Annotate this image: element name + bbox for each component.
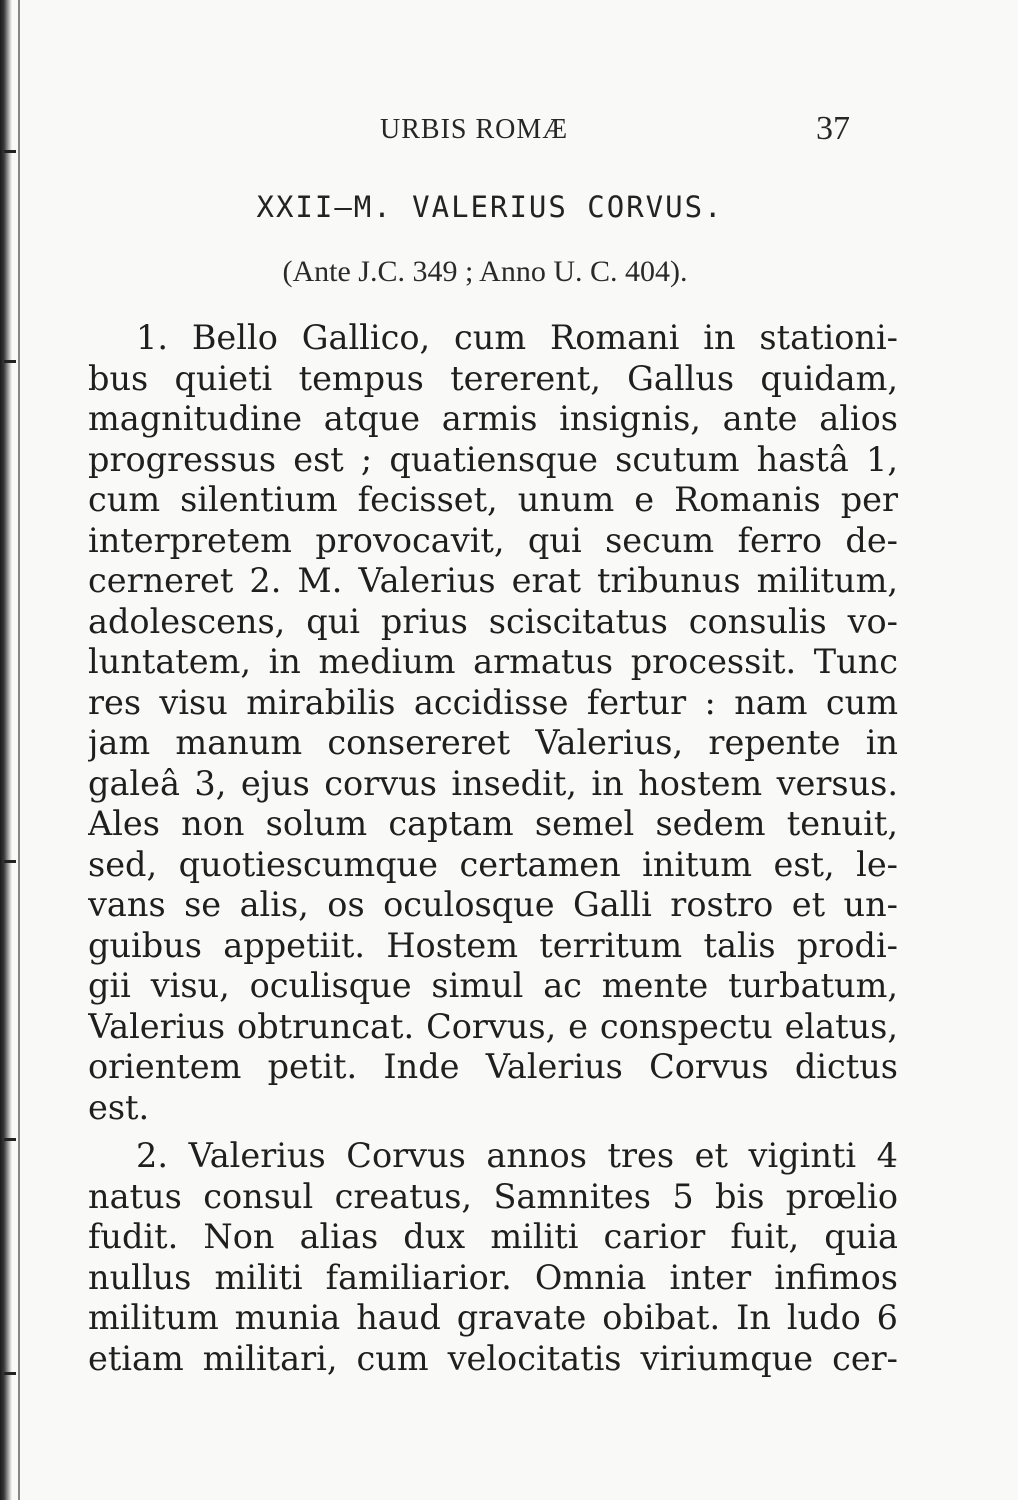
text-line: militum munia haud gravate obibat. In ludo 6	[88, 1298, 898, 1337]
text-line: magnitudine atque armis insignis, ante alios	[88, 399, 898, 438]
text-line: 1. Bello Gallico, cum Romani in stationi-	[136, 318, 898, 357]
text-line: fudit. Non alias dux militi carior fuit, quia	[88, 1217, 898, 1256]
page-number: 37	[816, 110, 850, 147]
text-line: bus quieti tempus tererent, Gallus quidam,	[88, 358, 898, 398]
text-line: gii visu, oculisque simul ac mente turbatum,	[88, 966, 898, 1005]
body-text	[88, 318, 898, 1379]
text-line: cerneret 2. M. Valerius erat tribunus militum,	[88, 561, 898, 600]
chapter-date-line: (Ante J.C. 349 ; Anno U. C. 404).	[282, 255, 688, 288]
binding-mark	[4, 1372, 16, 1375]
text-line: etiam militari, cum velocitatis viriumque cer-	[88, 1338, 898, 1378]
page-gutter-shadow	[0, 0, 12, 1500]
text-line: 2. Valerius Corvus annos tres et viginti 4	[136, 1136, 898, 1175]
text-line: galeâ 3, ejus corvus insedit, in hostem versus.	[88, 763, 898, 803]
text-line: progressus est ; quatiensque scutum hastâ 1,	[88, 439, 898, 479]
text-line: Valerius obtruncat. Corvus, e conspectu elatus,	[88, 1006, 898, 1046]
text-line: Ales non solum captam semel sedem tenuit,	[88, 804, 898, 843]
running-head	[90, 110, 850, 150]
binding-mark	[4, 360, 16, 363]
text-line: res visu mirabilis accidisse fertur : nam cum	[88, 682, 898, 722]
text-line: cum silentium fecisset, unum e Romanis per	[88, 480, 898, 519]
paragraph-gap	[88, 1128, 898, 1136]
text-line: interpretem provocavit, qui secum ferro de-	[88, 520, 898, 560]
text-line: est.	[88, 1087, 150, 1127]
text-line: orientem petit. Inde Valerius Corvus dictus	[88, 1047, 898, 1086]
binding-mark	[4, 860, 16, 863]
text-line: vans se alis, os oculosque Galli rostro et un-	[88, 885, 898, 924]
binding-line	[18, 0, 20, 1500]
text-line: adolescens, qui prius sciscitatus consulis vo-	[88, 601, 898, 641]
text-line: nullus militi familiarior. Omnia inter infimos	[88, 1257, 898, 1297]
text-line: natus consul creatus, Samnites 5 bis prœlio	[88, 1176, 898, 1216]
paragraph-2	[88, 1136, 898, 1379]
binding-mark	[4, 1138, 16, 1141]
text-line: luntatem, in medium armatus processit. Tunc	[88, 642, 898, 681]
text-line: guibus appetiit. Hostem territum talis prodi-	[88, 925, 898, 965]
text-line: jam manum consereret Valerius, repente in	[88, 723, 898, 762]
running-title: URBIS ROMÆ	[380, 114, 569, 145]
paragraph-1	[88, 318, 898, 1128]
chapter-title: XXII—M. VALERIUS CORVUS.	[256, 190, 724, 224]
text-line: sed, quotiescumque certamen initum est, le-	[88, 844, 898, 884]
binding-mark	[4, 150, 16, 153]
